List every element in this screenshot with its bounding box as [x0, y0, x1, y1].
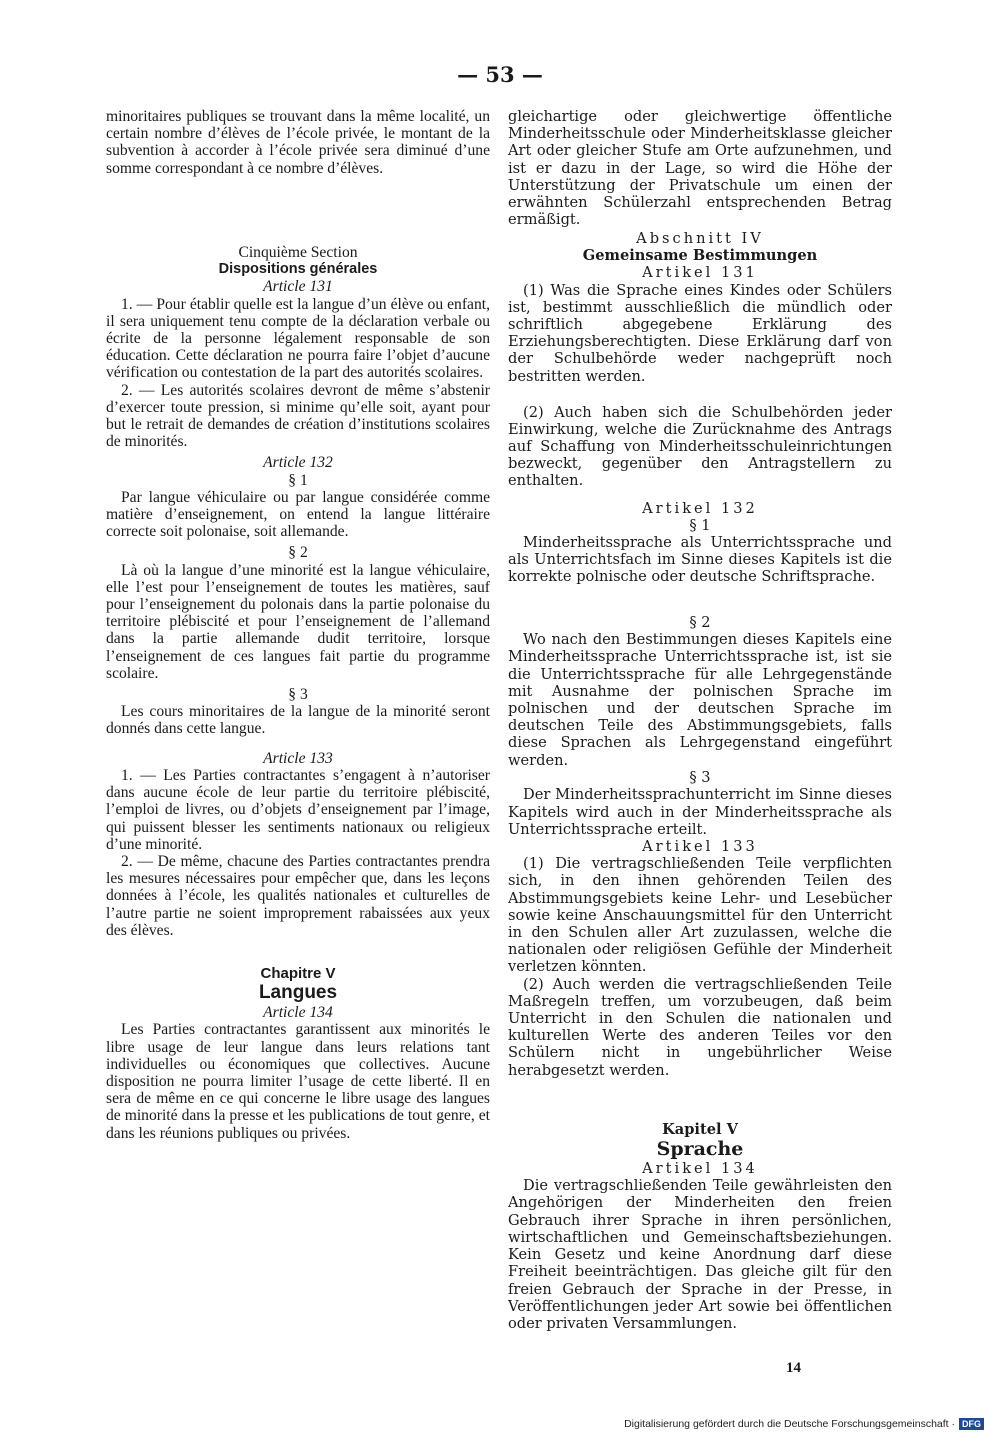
de-article-132-title: Artikel 132 — [642, 499, 758, 517]
fr-article-131-para-2: 2. — Les autorités scolaires devront de même s’abstenir d’exercer toute pression, si minime qu’elle soit, ayant pour but le retrait de demandes de création d’institutions scolaires de minorités. — [106, 381, 490, 451]
de-article-131-title: Artikel 131 — [642, 264, 758, 282]
de-article-133-title: Artikel 133 — [642, 838, 758, 856]
de-article-132-s2: Wo nach den Bestimmungen dieses Kapitels eine Minderheitssprache Unterrichtssprache ist, ist sie die Unterrichtssprache für alle Lehrgegenstände mit Ausnahme der polnischen Sprache im polnischen und der deutschen Sprache im deutschen Teile des Abstimmungsgebiets, falls diese Sprachen als Lehrgegenstand eingeführt werden. — [508, 631, 892, 769]
fr-paragraph-mark-1: § 1 — [288, 471, 308, 489]
de-paragraph-mark-3: § 3 — [689, 769, 711, 787]
fr-section-title: Dispositions générales — [218, 261, 378, 278]
de-article-131-para-2: (2) Auch haben sich die Schulbehörden jeder Einwirkung, welche die Zurücknahme des Antrags auf Schaffung von Minderheitsschuleinrichtungen bezweckt, gegenüber den Antragstellern zu enthalten. — [508, 403, 892, 490]
de-paragraph-mark-1: § 1 — [689, 516, 711, 534]
de-chapter-label: Kapitel V — [662, 1120, 738, 1138]
de-article-134-title: Artikel 134 — [642, 1160, 758, 1178]
fr-continuation-text: minoritaires publiques se trouvant dans la même localité, un certain nombre d’élèves de l’école privée, le montant de la subvention à accorder à l’école privée sera diminué d’une somme correspondant à ce nombre d’élèves. — [106, 108, 490, 177]
fr-paragraph-mark-3: § 3 — [288, 686, 308, 704]
fr-article-132-s2: Là où la langue d’une minorité est la langue véhiculaire, elle l’est pour l’enseignement de toutes les matières, sauf pour l’enseignement du polonais dans la partie polonaise du territoire plébiscité et pour l’enseignement de l’allemand dans la partie allemande dudit territoire, lorsque l’enseignement de ces langues fait partie du programme scolaire. — [106, 561, 490, 682]
fr-article-133-title: Article 133 — [263, 749, 333, 767]
de-article-132-s3: Der Minderheitssprachunterricht im Sinne dieses Kapitels wird auch in der Minderheitssprache als Unterrichtssprache erteilt. — [508, 786, 892, 838]
fr-article-132-s1: Par langue véhiculaire ou par langue considérée comme matière d’enseignement, on entend la langue littéraire correcte soit polonaise, soit allemande. — [106, 488, 490, 541]
de-article-131-para-1: (1) Was die Sprache eines Kindes oder Schülers ist, bestimmt ausschließlich die mündlich oder schriftlich abgegebene Erklärung des Erziehungsberechtigten. Diese Erklärung darf von der Schulbehörde weder nachgeprüft noch bestritten werden. — [508, 281, 892, 385]
fr-paragraph-mark-2: § 2 — [288, 544, 308, 562]
de-article-134-text: Die vertragschließenden Teile gewährleisten den Angehörigen der Minderheiten den freien Gebrauch ihrer Sprache in ihren persönlichen, wirtschaftlichen und Gemeinschaftsbeziehungen. Kein Gesetz und keine Anordnung darf diese Freiheit beeinträchtigen. Das gleiche gilt für den freien Gebrauch der Sprache in der Presse, in Veröffentlichungen jeder Art sowie bei öffentlichen oder privaten Versammlungen. — [508, 1177, 892, 1332]
german-column — [508, 108, 892, 1332]
digitization-footer — [624, 1418, 984, 1430]
fr-article-131-title: Article 131 — [263, 278, 333, 296]
de-article-133-para-2: (2) Auch werden die vertragschließenden Teile Maßregeln treffen, um vorzubeugen, daß beim Unterricht in den Schulen die nationalen und kulturellen Werte des anderen Teiles vor den Schülern nicht in ungebührlicher Weise herabgesetzt werden. — [508, 975, 892, 1079]
fr-article-132-title: Article 132 — [263, 454, 333, 472]
fr-chapter-label: Chapitre V — [260, 964, 336, 982]
de-section-title: Gemeinsame Bestimmungen — [582, 247, 818, 265]
footer-text: Digitalisierung gefördert durch die Deutsche Forschungsgemeinschaft · — [624, 1418, 955, 1430]
fr-article-133-para-2: 2. — De même, chacune des Parties contractantes prendra les mesures nécessaires pour empêcher que, dans les leçons données à l’école, les qualités nationales et culturelles de l’autre partie ne soient improprement rabaissées aux yeux des élèves. — [106, 852, 490, 939]
fr-article-131-para-1: 1. — Pour établir quelle est la langue d’un élève ou enfant, il sera uniquement tenu compte de la déclaration verbale ou écrite de la personne légalement responsable de son éducation. Cette déclaration ne pourra faire l’objet d’aucune vérification ou contestation de la part des autorités scolaires. — [106, 295, 490, 382]
fr-article-133-para-1: 1. — Les Parties contractantes s’engagent à n’autoriser dans aucune école de leur partie du territoire plébiscité, l’emploi de livres, ou d’objets d’enseignement par l’image, qui puissent blesser les sentiments nationaux ou religieux d’une minorité. — [106, 766, 490, 853]
page-number: — 53 — — [457, 62, 543, 87]
de-article-132-s1: Minderheitssprache als Unterrichtssprache und als Unterrichtsfach im Sinne dieses Kapitels ist die korrekte polnische oder deutsche Schriftsprache. — [508, 534, 892, 586]
de-section-label: Abschnitt IV — [636, 230, 764, 247]
de-chapter-title: Sprache — [656, 1138, 744, 1161]
de-continuation-text: gleichartige oder gleichwertige öffentliche Minderheitsschule oder Minderheitsklasse gleicher Art oder gleicher Stufe am Orte aufzunehmen, und ist er dazu in der Lage, so wird die Höhe der Unterstützung der Privatschule um einen der erwähnten Schülerzahl entsprechenden Betrag ermäßigt. — [508, 108, 892, 229]
fr-chapter-title: Langues — [258, 982, 338, 1004]
french-column — [106, 108, 490, 1142]
sheet-number: 14 — [786, 1360, 801, 1376]
fr-article-134-title: Article 134 — [263, 1004, 333, 1022]
fr-article-132-s3: Les cours minoritaires de la langue de la minorité seront donnés dans cette langue. — [106, 703, 490, 738]
de-article-133-para-1: (1) Die vertragschließenden Teile verpflichten sich, in den ihnen gehörenden Teilen des Abstimmungsgebiets keine Lehr- und Lesebücher sowie keine Anschauungsmittel für den Unterricht in den Schulen aller Art zuzulassen, welche die nationalen oder religiösen Gefühle der Minderheit verletzen könnten. — [508, 855, 892, 976]
dfg-logo: DFG — [959, 1418, 984, 1430]
de-paragraph-mark-2: § 2 — [689, 614, 711, 632]
fr-article-134-text: Les Parties contractantes garantissent aux minorités le libre usage de leur langue dans leurs relations tant individuelles ou économiques que collectives. Aucune disposition ne pourra limiter l’usage de cette liberté. Il en sera de même en ce qui concerne le libre usage des langues de minorité dans la presse et les publications de tout genre, et dans les réunions publiques ou privées. — [106, 1021, 490, 1142]
fr-section-label: Cinquième Section — [238, 244, 358, 261]
